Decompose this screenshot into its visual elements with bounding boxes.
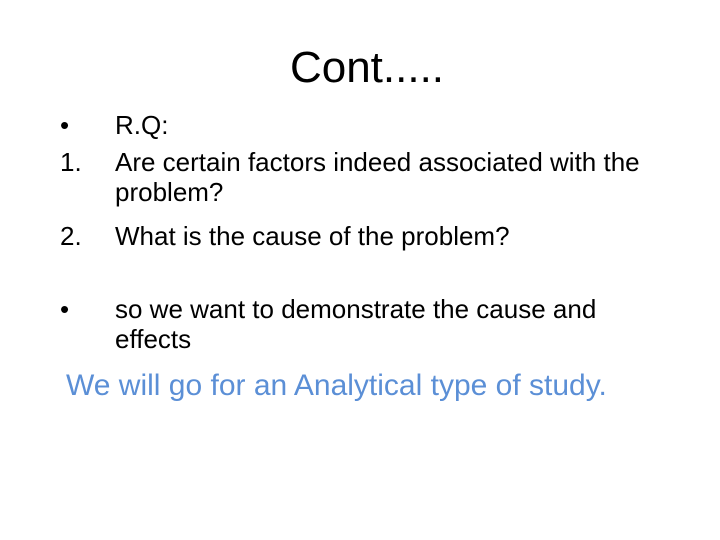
bullet-marker: •: [60, 110, 70, 140]
conclusion-text: We will go for an Analytical type of study.: [66, 369, 607, 402]
number-marker: 1.: [60, 147, 82, 177]
list-item-text: R.Q:: [115, 110, 169, 140]
slide-title: Cont.....: [289, 43, 445, 92]
bullet-marker: •: [60, 294, 70, 324]
list-item-text: so we want to demonstrate the cause and effects: [115, 294, 597, 354]
number-marker: 2.: [60, 221, 82, 251]
list-item-text: Are certain factors indeed associated with the problem?: [115, 147, 640, 207]
list-item-text: What is the cause of the problem?: [115, 221, 510, 251]
